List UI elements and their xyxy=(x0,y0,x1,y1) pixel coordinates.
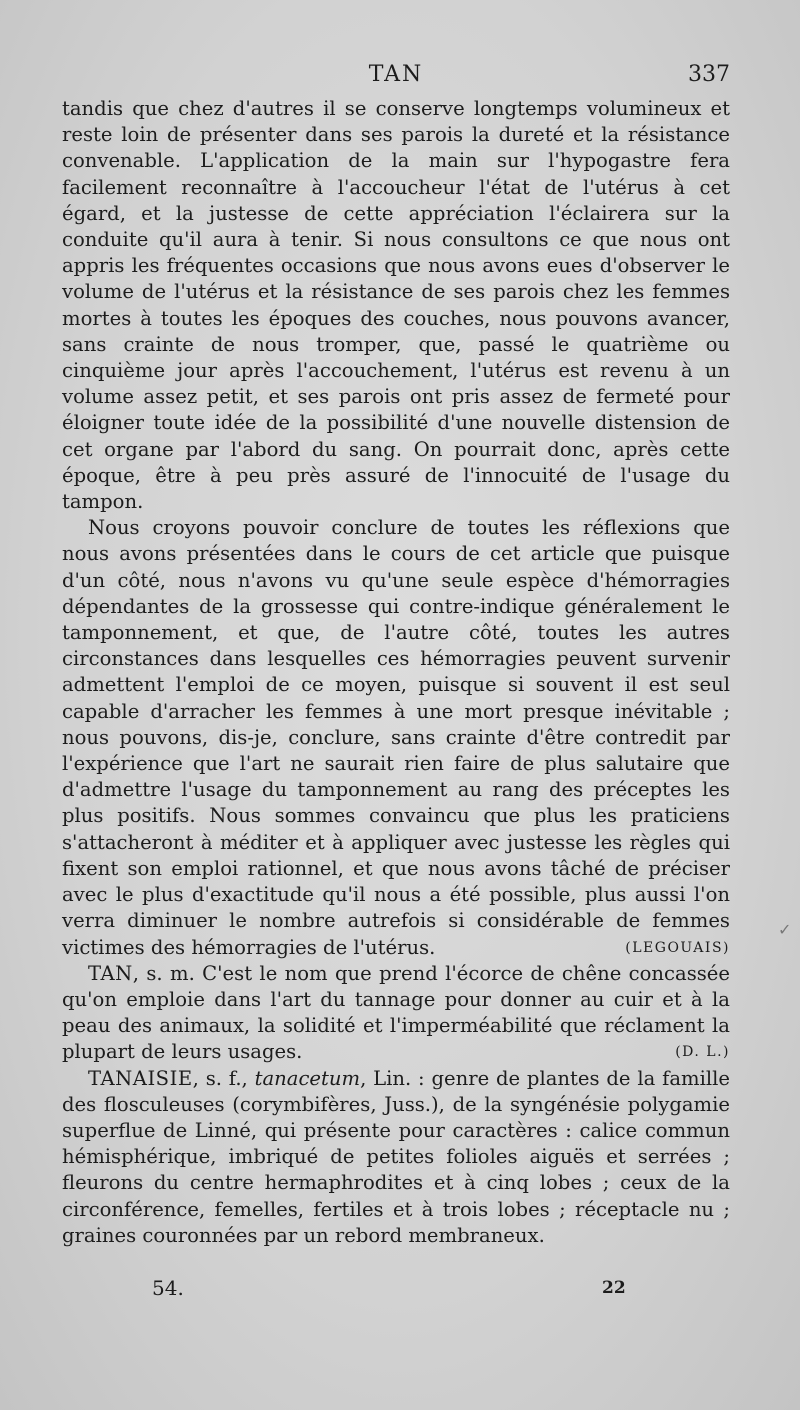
paragraph-conclusion xyxy=(62,515,730,960)
margin-pencil-mark: ✓ xyxy=(778,920,792,939)
entry-tan xyxy=(62,961,730,1066)
entry-tanaisie xyxy=(62,1066,730,1249)
entry-definition: , s. m. C'est le nom que prend l'écorce de chêne concassée qu'on emploie dans l'art du tannage pour donner au cuir et à la peau des animaux, la solidité et l'imperméabilité que réclament la plupart de leurs usages. xyxy=(62,961,730,1064)
page-number: 337 xyxy=(688,62,730,87)
body-text xyxy=(62,96,730,1249)
paragraph-continuation: tandis que chez d'autres il se conserve longtemps volumineux et reste loin de présenter dans ses parois la dureté et la résistance convenable. L'application de la main sur l'hypogastre fera facilement reconnaître à l'accoucheur l'état de l'utérus à cet égard, et la justesse de cette appréciation l'éclairera sur la conduite qu'il aura à tenir. Si nous consultons ce que nous ont appris les fréquentes occasions que nous avons eues d'observer le volume de l'utérus et la résistance de ses parois chez les femmes mortes à toutes les époques des couches, nous pouvons avancer, sans crainte de nous tromper, que, passé le quatrième ou cinquième jour après l'accouchement, l'utérus est revenu à un volume assez petit, et ses parois ont pris assez de fermeté pour éloigner toute idée de la possibilité d'une nouvelle distension de cet organe par l'abord du sang. On pourrait donc, après cette époque, être à peu près assuré de l'innocuité de l'usage du tampon. xyxy=(62,97,730,514)
signature-mark: 54. xyxy=(152,1276,184,1300)
entry-grammar: , s. f., xyxy=(192,1066,255,1090)
page-header xyxy=(62,62,730,96)
author-signature: (LEGOUAIS) xyxy=(625,939,730,956)
page-footer xyxy=(62,1276,730,1306)
entry-headword: TANAISIE xyxy=(88,1066,193,1090)
entry-definition: , Lin. : genre de plantes de la famille des flosculeuses (corymbifères, Juss.), de la syngénésie polygamie superflue de Linné, qui présente pour caractères : calice commun hémisphérique, imbriqué de petites folioles aiguës et serrées ; fleurons du centre hermaphrodites et à cinq lobes ; ceux de la circonférence, femelles, fertiles et à trois lobes ; réceptacle nu ; graines couronnées par un rebord membraneux. xyxy=(62,1066,730,1247)
paragraph-conclusion-text: Nous croyons pouvoir conclure de toutes les réflexions que nous avons présentées dans le cours de cet article que puisque d'un côté, nous n'avons vu qu'une seule espèce d'hémorragies dépendantes de la grossesse qui contre-indique généralement le tamponnement, et que, de l'autre côté, toutes les autres circonstances dans lesquelles ces hémorragies peuvent survenir admettent l'emploi de ce moyen, puisque si souvent il est seul capable d'arracher les femmes à une mort presque inévitable ; nous pouvons, dis-je, conclure, sans crainte d'être contredit par l'expérience que l'art ne saurait rien faire de plus salutaire que d'admettre l'usage du tamponnement au rang des préceptes les plus positifs. Nous sommes convaincu que plus les praticiens s'attacheront à méditer et à appliquer avec justesse les règles qui fixent son emploi rationnel, et que nous avons tâché de préciser avec le plus d'exactitude qu'il nous a été possible, plus aussi l'on verra diminuer le nombre autrefois si considérable de femmes victimes des hémorragies de l'utérus. xyxy=(62,516,730,959)
sheet-number: 22 xyxy=(602,1278,626,1298)
running-title: TAN xyxy=(368,62,424,87)
author-signature: (D. L.) xyxy=(675,1044,730,1061)
entry-headword: TAN xyxy=(88,961,133,985)
latin-name: tanacetum xyxy=(254,1066,361,1090)
